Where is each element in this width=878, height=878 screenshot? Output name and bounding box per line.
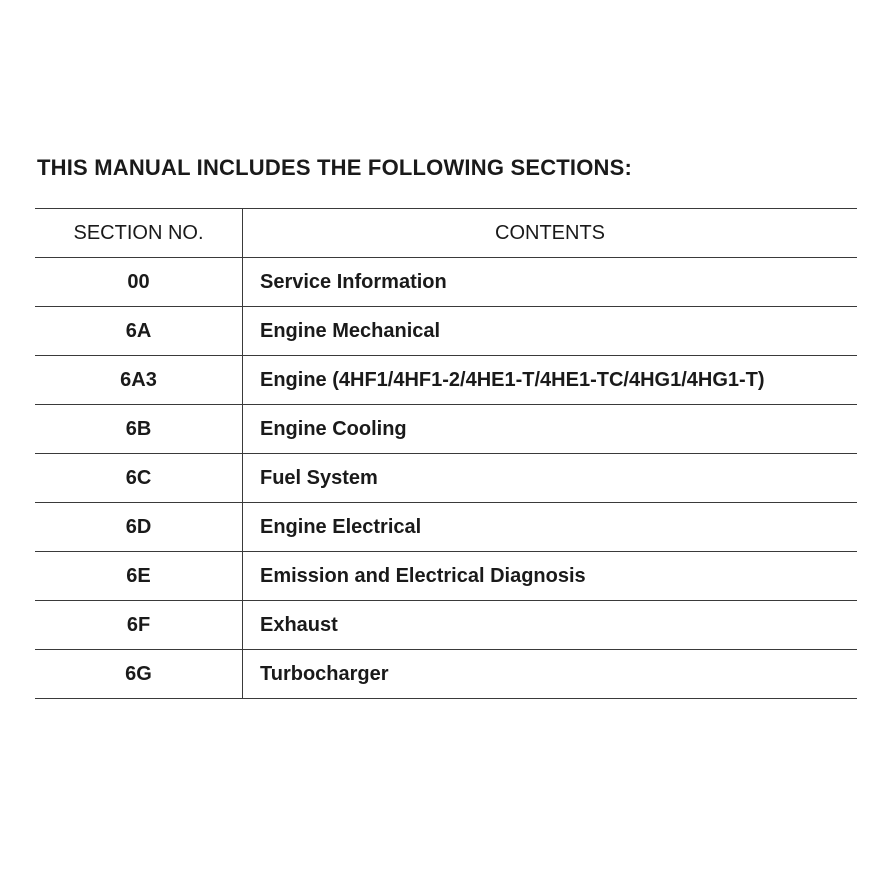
table-row [35, 356, 857, 405]
sections-table [35, 208, 857, 699]
section-title: Engine Cooling [243, 405, 858, 454]
section-title: Engine Mechanical [243, 307, 858, 356]
table-row [35, 454, 857, 503]
table-row [35, 503, 857, 552]
section-number: 6G [35, 650, 243, 699]
contents-header: CONTENTS [243, 209, 858, 258]
section-no-header: SECTION NO. [35, 209, 243, 258]
section-title: Engine (4HF1/4HF1-2/4HE1-T/4HE1-TC/4HG1/4HG1-T) [243, 356, 858, 405]
table-header-row [35, 209, 857, 258]
section-number: 00 [35, 258, 243, 307]
section-number: 6A [35, 307, 243, 356]
section-number: 6E [35, 552, 243, 601]
section-number: 6D [35, 503, 243, 552]
section-title: Service Information [243, 258, 858, 307]
table-row [35, 258, 857, 307]
table-row [35, 405, 857, 454]
section-title: Fuel System [243, 454, 858, 503]
table-row [35, 307, 857, 356]
section-title: Engine Electrical [243, 503, 858, 552]
table-row [35, 650, 857, 699]
section-title: Exhaust [243, 601, 858, 650]
section-title: Turbocharger [243, 650, 858, 699]
page-heading: THIS MANUAL INCLUDES THE FOLLOWING SECTIONS: [37, 155, 633, 180]
table-row [35, 552, 857, 601]
section-number: 6F [35, 601, 243, 650]
table-row [35, 601, 857, 650]
section-number: 6B [35, 405, 243, 454]
section-title: Emission and Electrical Diagnosis [243, 552, 858, 601]
section-number: 6C [35, 454, 243, 503]
section-number: 6A3 [35, 356, 243, 405]
